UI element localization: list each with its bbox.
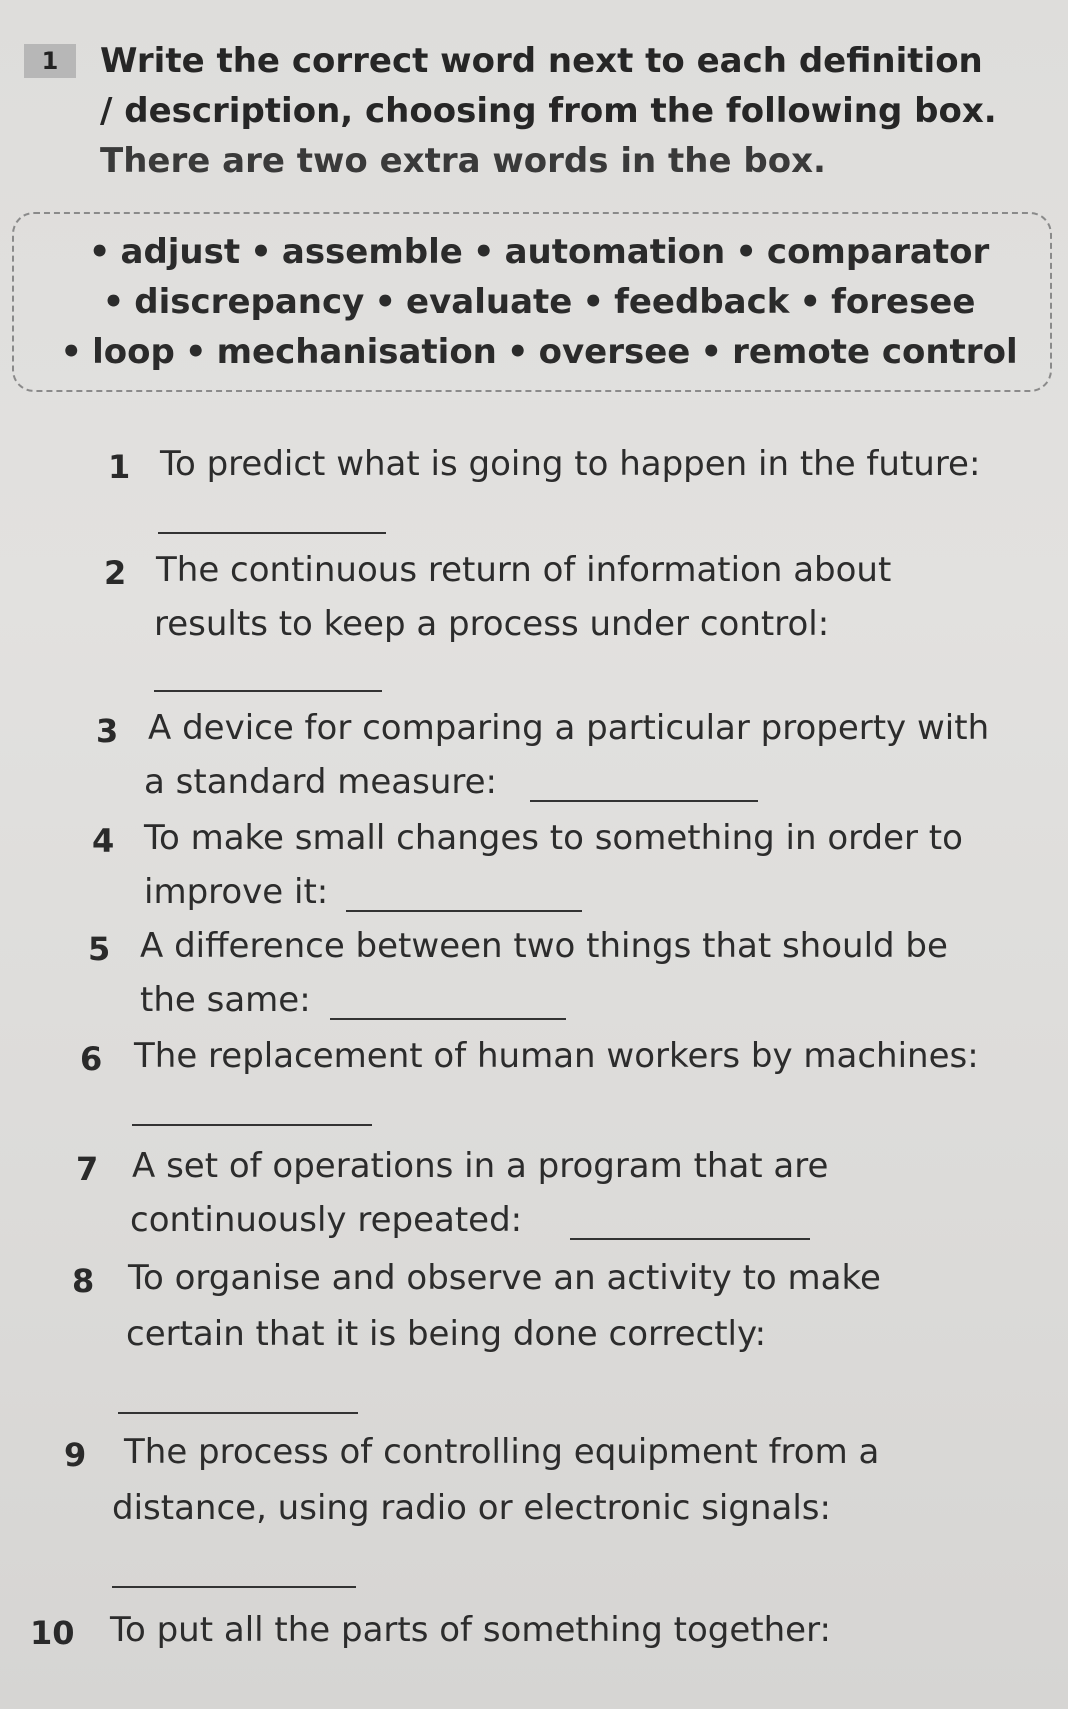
- bullet-icon: •: [472, 232, 495, 272]
- question-text: To put all the parts of something together:: [110, 1610, 831, 1650]
- answer-blank[interactable]: [118, 1412, 358, 1414]
- instruction-line-1: Write the correct word next to each definition: [100, 41, 983, 81]
- answer-blank[interactable]: [330, 1018, 566, 1020]
- question-text: certain that it is being done correctly:: [126, 1314, 767, 1354]
- word-option: adjust: [120, 232, 241, 272]
- word-option: automation: [504, 232, 726, 272]
- answer-blank[interactable]: [530, 800, 758, 802]
- question-text: To organise and observe an activity to make: [128, 1258, 881, 1298]
- bullet-icon: •: [60, 332, 83, 372]
- word-option: oversee: [538, 332, 691, 372]
- question-text: The continuous return of information about: [156, 550, 892, 590]
- word-box-line-2: [14, 282, 1054, 322]
- question-number: 5: [88, 930, 111, 968]
- bullet-icon: •: [184, 332, 207, 372]
- bullet-icon: •: [799, 282, 822, 322]
- question-number: 2: [104, 554, 127, 592]
- answer-blank[interactable]: [570, 1238, 810, 1240]
- answer-blank[interactable]: [154, 690, 382, 692]
- instruction-line-2: / description, choosing from the following box.: [100, 91, 997, 131]
- question-text: To predict what is going to happen in the future:: [160, 444, 981, 484]
- answer-blank[interactable]: [158, 532, 386, 534]
- question-text: To make small changes to something in order to: [144, 818, 963, 858]
- bullet-icon: •: [582, 282, 605, 322]
- word-option: foresee: [831, 282, 976, 322]
- answer-blank[interactable]: [112, 1586, 356, 1588]
- question-text: continuously repeated:: [130, 1200, 523, 1240]
- instruction-line-3: There are two extra words in the box.: [100, 141, 826, 181]
- bullet-icon: •: [102, 282, 125, 322]
- question-number: 8: [72, 1262, 95, 1300]
- bullet-icon: •: [700, 332, 723, 372]
- question-text: A set of operations in a program that are: [132, 1146, 829, 1186]
- bullet-icon: •: [735, 232, 757, 272]
- question-number: 9: [64, 1436, 87, 1474]
- question-text: The replacement of human workers by machines:: [134, 1036, 979, 1076]
- question-number: 1: [108, 448, 131, 486]
- bullet-icon: •: [250, 232, 272, 272]
- question-text: improve it:: [144, 872, 329, 912]
- question-text: a standard measure:: [144, 762, 497, 802]
- question-text: distance, using radio or electronic signals:: [112, 1488, 831, 1528]
- question-number: 7: [76, 1150, 99, 1188]
- word-option: remote control: [732, 332, 1018, 372]
- answer-blank[interactable]: [346, 910, 582, 912]
- question-number: 6: [80, 1040, 103, 1078]
- question-number: 10: [30, 1614, 75, 1652]
- word-option: comparator: [766, 232, 990, 272]
- question-text: The process of controlling equipment from a: [124, 1432, 880, 1472]
- question-number: 3: [96, 712, 119, 750]
- question-text: A difference between two things that should be: [140, 926, 948, 966]
- word-box-line-1: [14, 232, 1054, 272]
- word-option: evaluate: [406, 282, 573, 322]
- question-text: results to keep a process under control:: [154, 604, 830, 644]
- question-text: the same:: [140, 980, 311, 1020]
- bullet-icon: •: [88, 232, 111, 272]
- exercise-number-badge: 1: [24, 44, 76, 78]
- bullet-icon: •: [374, 282, 397, 322]
- word-option: assemble: [281, 232, 463, 272]
- word-option: feedback: [614, 282, 790, 322]
- word-option: mechanisation: [216, 332, 497, 372]
- answer-blank[interactable]: [132, 1124, 372, 1126]
- bullet-icon: •: [506, 332, 529, 372]
- question-text: A device for comparing a particular property with: [148, 708, 990, 748]
- word-option: discrepancy: [134, 282, 365, 322]
- question-number: 4: [92, 822, 115, 860]
- word-box-line-3: [14, 332, 1054, 372]
- word-box: [12, 212, 1052, 392]
- word-option: loop: [92, 332, 175, 372]
